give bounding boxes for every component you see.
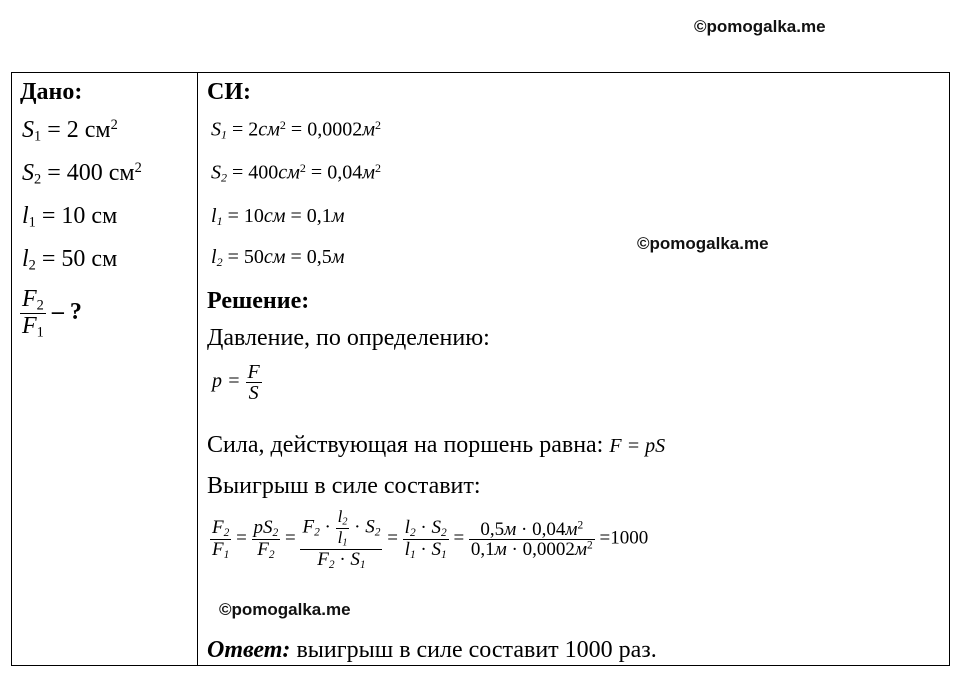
solution-table [11, 72, 950, 666]
given-line: $S_1 = 2$ $см^2$ [22, 117, 118, 145]
given-line: $l_1 = 10$ см [22, 203, 118, 231]
solution-heading: Решение: [207, 288, 310, 314]
given-question: $\frac{F_2}{F_1}$ – ? [22, 286, 82, 341]
given-line: $S_2 = 400$ $см^2$ [22, 160, 142, 188]
si-line: $l_1 = 10см = 0,1м$ [211, 205, 345, 228]
given-heading: Дано: [20, 79, 83, 105]
watermark: ©pomogalka.me [637, 234, 769, 253]
answer-text: выигрыш в силе составит 1000 раз. [290, 637, 657, 663]
answer [207, 638, 657, 662]
watermark: ©pomogalka.me [219, 600, 351, 619]
si-heading: СИ: [207, 79, 251, 105]
si-line: $S_1 = 2см^2 = 0,0002м^2$ [211, 118, 381, 142]
gain-result: 1000 [610, 527, 649, 549]
si-line: $l_2 = 50см = 0,5м$ [211, 246, 345, 269]
pressure-formula: p = $\frac{F}{S}$ [212, 361, 260, 404]
gain-formula: $\frac{F_2}{F_1}$ = $\frac{pS_2}{F_2}$ = $F_2$ · $\frac{l_2}{l_1}$ · $S_2$ $F_2 \cdot S_1$ = $\frac{l_2 \cdot S_2}{l_1 \cdot S_1}$ = $0,5м \cdot 0,04м^2$ $0,1м \cdot 0,0002м^2$ =1000 [212, 507, 649, 571]
force-formula: F = pS [609, 435, 666, 457]
gain-text: Выигрыш в силе составит: [207, 473, 481, 499]
given-line: $l_2 = 50$ см [22, 246, 118, 274]
force-text: Сила, действующая на поршень равна: F = pS [207, 432, 666, 458]
watermark: ©pomogalka.me [694, 17, 826, 36]
pressure-text: Давление, по определению: [207, 325, 490, 351]
answer-label: Ответ: [207, 637, 291, 663]
si-line: $S_2 = 400см^2 = 0,04м^2$ [211, 161, 381, 185]
column-divider [197, 72, 198, 666]
